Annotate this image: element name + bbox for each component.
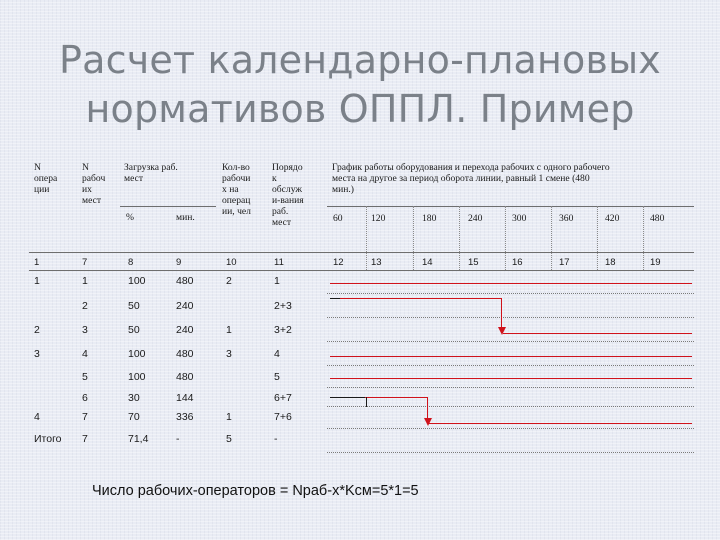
header-time-480: 480 bbox=[650, 213, 665, 224]
header-workers-line2: рабочи bbox=[222, 173, 251, 184]
grid-line bbox=[597, 206, 598, 270]
col-number: 14 bbox=[422, 257, 433, 268]
cell-workers: 2 bbox=[226, 275, 232, 287]
header-time-300: 300 bbox=[512, 213, 527, 224]
header-op-number-line1: N bbox=[34, 162, 41, 173]
cell-order: 1 bbox=[274, 275, 280, 287]
grid-line bbox=[413, 206, 414, 270]
col-number: 11 bbox=[274, 257, 284, 268]
header-divider bbox=[29, 252, 694, 253]
cell-load-percent: 70 bbox=[128, 411, 140, 423]
schedule-bar-workplace-1 bbox=[330, 283, 692, 284]
header-schedule-line3: мин.) bbox=[332, 184, 354, 195]
title-line-1: Расчет календарно-плановых bbox=[59, 38, 661, 82]
header-workplace-line4: мест bbox=[82, 195, 102, 206]
col-number: 1 bbox=[34, 257, 40, 268]
cell-load-percent: 30 bbox=[128, 392, 140, 404]
cell-workplace: 5 bbox=[82, 371, 88, 383]
grid-line bbox=[459, 206, 460, 270]
header-workplace-line2: рабоч bbox=[82, 173, 106, 184]
grid-line bbox=[551, 206, 552, 270]
header-load-percent: % bbox=[126, 212, 134, 223]
schedule-bar-workplace-6 bbox=[365, 397, 428, 398]
header-workplace-line3: их bbox=[82, 184, 92, 195]
col-number: 13 bbox=[371, 257, 382, 268]
cell-workers: 1 bbox=[226, 411, 232, 423]
cell-load-percent: 100 bbox=[128, 348, 146, 360]
cell-load-minutes: 240 bbox=[176, 300, 194, 312]
header-op-number-line3: ции bbox=[34, 184, 50, 195]
header-schedule-line1: График работы оборудования и перехода рабочих с одного рабочего bbox=[332, 162, 610, 173]
schedule-bar-workplace-2 bbox=[340, 298, 502, 299]
cell-workplace: 3 bbox=[82, 324, 88, 336]
header-order-line3: обслуж bbox=[272, 184, 303, 195]
cell-workplace: 7 bbox=[82, 411, 88, 423]
transition-line bbox=[501, 298, 502, 328]
schedule-bar-tick bbox=[366, 397, 367, 407]
header-load-minutes: мин. bbox=[176, 212, 195, 223]
grid-line bbox=[327, 365, 694, 366]
cell-operation: Итого bbox=[34, 433, 62, 445]
cell-load-minutes: 480 bbox=[176, 275, 194, 287]
grid-line bbox=[643, 206, 644, 270]
header-order-line1: Порядо bbox=[272, 162, 303, 173]
grid-line bbox=[327, 317, 694, 318]
schedule-bar-workplace-3 bbox=[503, 333, 692, 334]
header-order-line2: к bbox=[272, 173, 277, 184]
grid-line bbox=[327, 428, 694, 429]
col-number: 17 bbox=[559, 257, 570, 268]
cell-load-minutes: 480 bbox=[176, 371, 194, 383]
col-number: 8 bbox=[128, 257, 134, 268]
grid-line bbox=[327, 452, 694, 453]
cell-order: 3+2 bbox=[274, 324, 292, 336]
header-schedule-line2: места на другое за период оборота линии, равный 1 смене (480 bbox=[332, 173, 590, 184]
header-time-120: 120 bbox=[371, 213, 386, 224]
cell-load-percent: 100 bbox=[128, 371, 146, 383]
load-subheader-divider bbox=[120, 206, 216, 207]
header-order-line5: раб. bbox=[272, 206, 289, 217]
title-line-2: нормативов ОППЛ. Пример bbox=[85, 87, 635, 131]
col-number: 19 bbox=[650, 257, 661, 268]
cell-workplace: 6 bbox=[82, 392, 88, 404]
grid-line bbox=[327, 341, 694, 342]
header-workers-line5: ии, чел bbox=[222, 206, 251, 217]
header-time-240: 240 bbox=[468, 213, 483, 224]
cell-workers: 3 bbox=[226, 348, 232, 360]
cell-load-minutes: 144 bbox=[176, 392, 194, 404]
header-op-number-line2: опера bbox=[34, 173, 58, 184]
header-time-360: 360 bbox=[559, 213, 574, 224]
grid-line bbox=[327, 293, 694, 294]
header-workers-line1: Кол-во bbox=[222, 162, 250, 173]
col-number: 10 bbox=[226, 257, 237, 268]
transition-arrow-icon bbox=[424, 418, 432, 426]
cell-load-percent: 100 bbox=[128, 275, 146, 287]
cell-load-percent: 71,4 bbox=[128, 433, 149, 445]
cell-load-minutes: - bbox=[176, 433, 180, 445]
cell-order: 4 bbox=[274, 348, 280, 360]
header-workers-line4: операц bbox=[222, 195, 251, 206]
grid-line bbox=[327, 406, 694, 407]
cell-workplace: 2 bbox=[82, 300, 88, 312]
slide-title bbox=[0, 36, 720, 134]
col-number: 7 bbox=[82, 257, 88, 268]
cell-order: 2+3 bbox=[274, 300, 292, 312]
transition-line-2 bbox=[427, 397, 428, 419]
cell-order: 5 bbox=[274, 371, 280, 383]
grid-line bbox=[327, 387, 694, 388]
cell-operation: 3 bbox=[34, 348, 40, 360]
cell-load-percent: 50 bbox=[128, 324, 140, 336]
schedule-bar-workplace-7 bbox=[429, 423, 692, 424]
schedule-bar-workplace-5 bbox=[330, 378, 692, 379]
header-load-line1: Загрузка раб. bbox=[124, 162, 178, 173]
header-load-line2: мест bbox=[124, 173, 144, 184]
grid-line bbox=[366, 206, 367, 270]
col-number: 18 bbox=[605, 257, 616, 268]
cell-load-minutes: 480 bbox=[176, 348, 194, 360]
cell-order: 6+7 bbox=[274, 392, 292, 404]
cell-workers: 1 bbox=[226, 324, 232, 336]
cell-operation: 2 bbox=[34, 324, 40, 336]
schedule-bar-workplace-4 bbox=[330, 356, 692, 357]
col-number: 12 bbox=[333, 257, 344, 268]
workers-formula: Число рабочих-операторов = Nраб-х*Kсм=5*1=5 bbox=[92, 483, 419, 499]
cell-order: 7+6 bbox=[274, 411, 292, 423]
header-time-180: 180 bbox=[422, 213, 437, 224]
col-number: 9 bbox=[176, 257, 182, 268]
header-time-420: 420 bbox=[605, 213, 620, 224]
col-number: 16 bbox=[512, 257, 523, 268]
cell-load-minutes: 240 bbox=[176, 324, 194, 336]
cell-workplace: 7 bbox=[82, 433, 88, 445]
header-order-line6: мест bbox=[272, 217, 292, 228]
row-divider bbox=[29, 270, 694, 271]
header-workers-line3: х на bbox=[222, 184, 239, 195]
header-time-60: 60 bbox=[333, 213, 343, 224]
cell-order: - bbox=[274, 433, 278, 445]
cell-operation: 1 bbox=[34, 275, 40, 287]
grid-line bbox=[505, 206, 506, 270]
header-workplace-line1: N bbox=[82, 162, 89, 173]
cell-load-minutes: 336 bbox=[176, 411, 194, 423]
cell-load-percent: 50 bbox=[128, 300, 140, 312]
cell-workplace: 4 bbox=[82, 348, 88, 360]
cell-workers: 5 bbox=[226, 433, 232, 445]
header-order-line4: и-вания bbox=[272, 195, 304, 206]
cell-operation: 4 bbox=[34, 411, 40, 423]
cell-workplace: 1 bbox=[82, 275, 88, 287]
schedule-subheader-divider bbox=[327, 206, 694, 207]
col-number: 15 bbox=[468, 257, 479, 268]
